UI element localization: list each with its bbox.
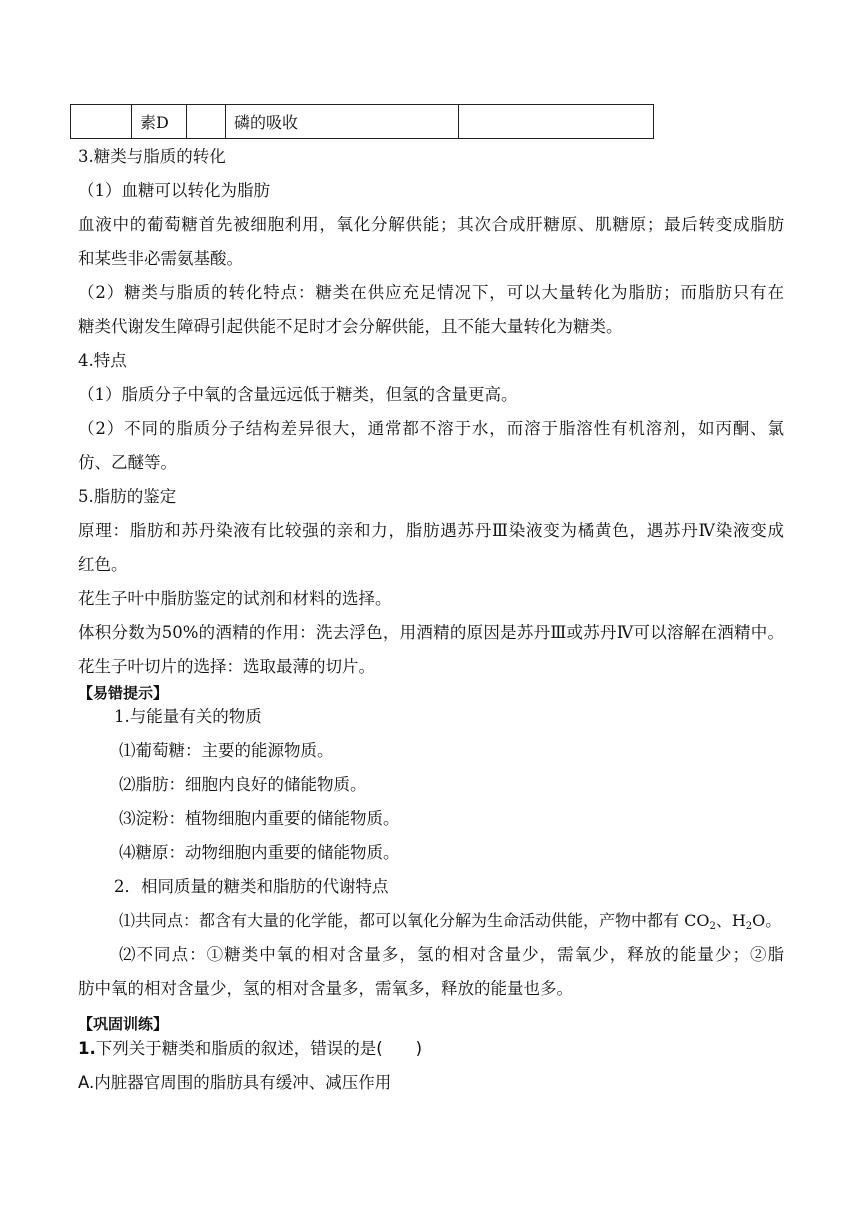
question-number: 1. — [78, 1039, 96, 1058]
question-text: 下列关于糖类和脂质的叙述，错误的是( ) — [95, 1039, 423, 1058]
paragraph-line: （1）脂质分子中氧的含量远远低于糖类，但氢的含量更高。 — [78, 385, 518, 404]
paragraph-line: 红色。 — [78, 555, 128, 574]
paragraph-line: 血液中的葡萄糖首先被细胞利用，氧化分解供能；其次合成肝糖原、肌糖原；最后转变成脂肪 — [78, 215, 784, 234]
tip-item: ⑴葡萄糖：主要的能源物质。 — [119, 741, 334, 760]
tips-heading: 【易错提示】 — [78, 684, 169, 702]
tip-text: 、H — [715, 911, 746, 930]
paragraph-line: （2）糖类与脂质的转化特点：糖类在供应充足情况下，可以大量转化为脂肪；而脂肪只有在 — [78, 283, 784, 302]
subscript: 2 — [745, 921, 753, 932]
paragraph-line: 和某些非必需氨基酸。 — [78, 249, 243, 268]
tip-text: O。 — [752, 911, 782, 930]
table-cell: 磷的吸收 — [226, 105, 459, 139]
paragraph-line: 仿、乙醚等。 — [78, 453, 177, 472]
tip-item: ⑵脂肪：细胞内良好的储能物质。 — [119, 775, 367, 794]
paragraph-line: 原理：脂肪和苏丹染液有比较强的亲和力，脂肪遇苏丹Ⅲ染液变为橘黄色，遇苏丹Ⅳ染液变成 — [78, 521, 784, 540]
tip-text: ⑴共同点：都含有大量的化学能，都可以氧化分解为生命活动供能，产物中都有 CO — [119, 911, 710, 930]
subscript: 2 — [709, 921, 716, 932]
practice-heading: 【巩固训练】 — [78, 1015, 169, 1033]
section-3-subheading-1: （1）血糖可以转化为脂肪 — [78, 181, 270, 200]
tip-item — [119, 910, 781, 938]
tip-item: 1.与能量有关的物质 — [114, 707, 262, 726]
table-row — [71, 105, 654, 139]
section-3-heading: 3.糖类与脂质的转化 — [78, 147, 226, 166]
question-1 — [78, 1038, 422, 1060]
paragraph-line: （2）不同的脂质分子结构差异很大，通常都不溶于水，而溶于脂溶性有机溶剂，如丙酮、氯 — [78, 419, 784, 438]
table-cell — [459, 105, 654, 139]
tip-item: 2．相同质量的糖类和脂肪的代谢特点 — [114, 877, 389, 896]
tip-item: ⑶淀粉：植物细胞内重要的储能物质。 — [119, 809, 400, 828]
tip-item: ⑷糖原：动物细胞内重要的储能物质。 — [119, 843, 400, 862]
paragraph-line: 花生子叶切片的选择：选取最薄的切片。 — [78, 657, 375, 676]
tip-item: 肪中氧的相对含量少，氢的相对含量多，需氧多，释放的能量也多。 — [78, 979, 573, 998]
table-cell: 素D — [132, 105, 187, 139]
paragraph-line: 体积分数为50%的酒精的作用：洗去浮色，用酒精的原因是苏丹Ⅲ或苏丹Ⅳ可以溶解在酒精中。 — [78, 623, 784, 642]
paragraph-line: 糖类代谢发生障碍引起供能不足时才会分解供能，且不能大量转化为糖类。 — [78, 317, 623, 336]
section-4-heading: 4.特点 — [78, 351, 127, 370]
paragraph-line: 花生子叶中脂肪鉴定的试剂和材料的选择。 — [78, 589, 392, 608]
section-5-heading: 5.脂肪的鉴定 — [78, 487, 177, 506]
table-cell — [187, 105, 226, 139]
table-fragment — [70, 104, 654, 139]
question-option-a: A.内脏器官周围的脂肪具有缓冲、减压作用 — [78, 1073, 392, 1092]
tip-item: ⑵不同点：①糖类中氧的相对含量多，氢的相对含量少，需氧少，释放的能量少；②脂 — [119, 945, 784, 964]
table-cell — [71, 105, 132, 139]
